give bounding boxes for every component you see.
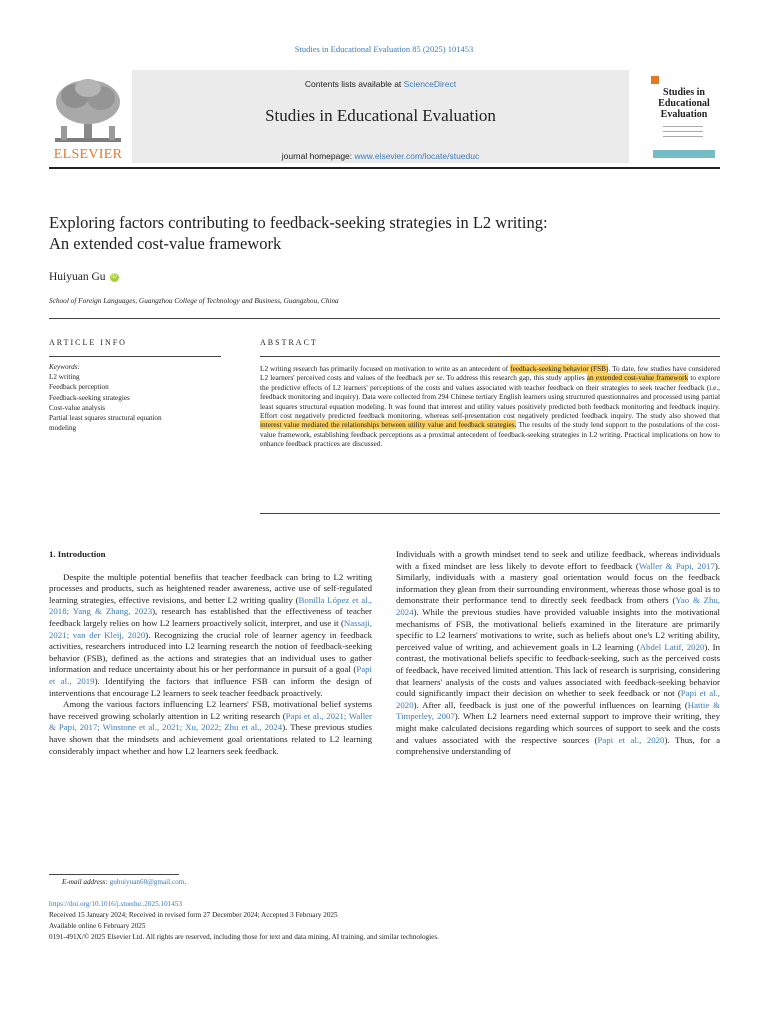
keyword: Cost-value analysis — [49, 403, 106, 412]
body-text: ). Thus, for a comprehensive understanding of — [396, 734, 721, 757]
body-text: ). These previous studies have shown that the mindsets and achievement goal orientations related to L2 learning considerably impact whether and how L2 learners seek feedback. — [49, 722, 372, 756]
citation-link[interactable]: Bonilla López et al., 2018; Yang & Zhang, 2023 — [49, 594, 373, 617]
cover-text-lines — [663, 126, 703, 146]
received-dates: Received 15 January 2024; Received in revised form 27 December 2024; Accepted 3 February 2025 — [49, 911, 338, 919]
email-link[interactable]: guhuiyuan60@gmail.com — [109, 878, 185, 886]
cover-logo-mark — [651, 76, 659, 84]
author-row — [49, 271, 119, 283]
section-rule — [49, 318, 720, 319]
citation-link[interactable]: Abdel Latif, 2020 — [639, 641, 705, 652]
available-online: Available online 6 February 2025 — [49, 922, 146, 930]
body-paragraph — [49, 699, 372, 757]
body-column-left — [49, 549, 372, 757]
journal-name: Studies in Educational Evaluation — [265, 106, 496, 125]
copyright-line: 0191-491X/© 2025 Elsevier Ltd. All rights are reserved, including those for text and data mining, AI training, and similar technologies. — [49, 933, 439, 941]
body-text: Individuals with a growth mindset tend to seek and utilize feedback, whereas individuals with a fixed mindset are less likely to devote effort to feedback ( — [396, 549, 720, 571]
abstract-text-segment: The results of the study lend support to the postulations of the cost-value framework, establishing feedback perceptions as a proximal antecedent of feedback-seeking strategies in L2 writing. Practical implications on how to enhance feedback practices are discussed. — [260, 420, 720, 449]
body-text: ), research has established that the effectiveness of teacher feedback largely relies on how L2 learners proactively solicit, interpret, and use it ( — [49, 606, 372, 628]
contents-line — [132, 79, 629, 89]
citation-link[interactable]: Papi et al., 2020 — [597, 734, 665, 745]
cover-title — [649, 87, 719, 120]
abstract-highlight: interest value mediated the relationships between utility value and feedback strategies. — [260, 420, 517, 430]
abstract-highlight: feedback-seeking behavior (FSB) — [510, 364, 609, 373]
abstract-highlight: an extended cost-value framework — [586, 373, 689, 383]
body-text: ). In contrast, the motivational beliefs specific to feedback-seeking, such as the perceived costs of feedback, have received limited attention. This lack of research is surprising, considering that learners' analysis of the costs and values associated with feedback-seeking behavior could significantly impact their decision on whether to seek feedback or not ( — [396, 641, 720, 699]
citation-link[interactable]: Nassaji, 2021; van der Kleij, 2020 — [49, 617, 372, 640]
body-text: ). After all, feedback is just one of the powerful influences on learning ( — [413, 699, 688, 710]
masthead-band — [132, 70, 629, 163]
footnote-label: E-mail address: — [62, 878, 110, 886]
journal-cover-thumbnail[interactable] — [649, 74, 719, 162]
citation-link[interactable]: Papi et al., 2021; Waller & Papi, 2017; Winstone et al., 2021; Xu, 2022; Zhu et al., 2024 — [49, 710, 372, 733]
section-heading: 1. Introduction — [49, 549, 106, 559]
article-info-rule — [49, 356, 221, 357]
body-text: ). Similarly, individuals with a mastery goal orientation would focus on the feedback information they glean from their surrounding environment, whereas those whose goal is to demonstrate their performance tend to directly seek feedback from others ( — [396, 560, 720, 606]
author-name[interactable]: Huiyuan Gu — [49, 271, 106, 283]
contents-prefix: Contents lists available at — [304, 79, 404, 89]
article-info-heading: ARTICLE INFO — [49, 338, 127, 347]
article-title — [49, 212, 720, 254]
journal-homepage-link[interactable]: www.elsevier.com/locate/stueduc — [354, 151, 480, 161]
citation-link[interactable]: Yao & Zhu, 2024 — [396, 595, 720, 617]
keyword: Feedback perception — [49, 383, 109, 392]
abstract-text-segment: L2 writing research has primarily focused on motivation to write as an antecedent of — [260, 364, 511, 373]
body-text: ). Identifying the factors that influence FSB can inform the design of interventions that encourage L2 learners to seek teacher feedback proactively. — [49, 675, 372, 698]
keyword: L2 writing — [49, 373, 80, 382]
masthead-rule — [49, 167, 720, 169]
body-text: ). When L2 learners need external support to improve their writing, they might make calculated decisions regarding which sources of support to seek and the costs and values associated with the respective sources ( — [396, 711, 720, 745]
citation-link[interactable]: Waller & Papi, 2017 — [638, 560, 715, 571]
elsevier-tree-icon — [51, 76, 125, 144]
body-column-right — [396, 549, 720, 758]
body-text: Despite the multiple potential benefits that teacher feedback can bring to L2 writing processes and products, such as heightened reader awareness, active use of self-regulated learning strategies, effective revisions, and better L2 writing quality ( — [49, 571, 372, 605]
abstract-text-segment: to explore the predictive effects of L2 learners' perceptions of the costs and values associated with teacher feedback on their strategies to seek teacher feedback (i.e., feedback monitoring and inquiry). Data were collected from 294 Chinese tertiary English learners using structured questionnaires and processed using partial least squares structural equation modeling. It was found that interest and utility values positively predicted both feedback monitoring and feedback inquiry. Effort cost negatively predicted feedback monitoring, whereas self-presentation cost negatively predicted feedback inquiry. The study also showed that — [260, 373, 720, 421]
cover-title-line: Educational — [658, 98, 710, 109]
orcid-icon[interactable]: iD — [111, 273, 117, 280]
cover-title-line: Studies in — [663, 87, 705, 98]
journal-reference-header[interactable]: Studies in Educational Evaluation 85 (2025) 101453 — [294, 44, 474, 54]
body-paragraph — [396, 549, 720, 758]
homepage-prefix: journal homepage: — [281, 151, 355, 161]
sciencedirect-link[interactable]: ScienceDirect — [403, 79, 457, 89]
abstract-heading: ABSTRACT — [260, 338, 318, 347]
keyword: Feedback-seeking strategies — [49, 393, 130, 402]
doi-link[interactable]: https://doi.org/10.1016/j.stueduc.2025.101453 — [49, 900, 183, 908]
keyword: Partial least squares structural equation — [49, 414, 162, 423]
keyword: modeling — [49, 424, 77, 433]
body-text: ). Recognizing the crucial role of learner agency in feedback activities, researchers introduced into L2 learning research the notion of feedback-seeking behavior (FSB), defined as the actions and strategies that an individual uses to gather information and reduce uncertainty about his or her performance in pursuit of a goal ( — [49, 629, 372, 675]
journal-masthead — [49, 70, 629, 163]
abstract-text — [260, 364, 720, 449]
title-line: An extended cost-value framework — [49, 234, 282, 253]
keywords-list — [49, 362, 224, 433]
publisher-logo[interactable] — [49, 76, 127, 162]
keywords-label: Keywords: — [49, 363, 80, 371]
abstract-text-segment: . To address this research gap, this study applies — [442, 373, 587, 383]
cover-title-line: Evaluation — [660, 109, 708, 120]
body-paragraph — [49, 572, 372, 700]
title-line: Exploring factors contributing to feedback-seeking strategies in L2 writing: — [49, 213, 548, 232]
author-affiliation: School of Foreign Languages, Guangzhou College of Technology and Business, Guangzhou, China — [49, 296, 339, 305]
abstract-bottom-rule — [260, 513, 720, 514]
elsevier-wordmark: ELSEVIER — [53, 147, 123, 162]
citation-link[interactable]: Papi et al., 2020 — [396, 688, 720, 710]
body-text: ). While the previous studies have provided valuable insights into the motivational mechanisms of FSB, the motivational beliefs examined in the literature are primarily specific to L2 learners' motivations to write, such as beliefs about one's L2 writing ability, perceived value of writing, and achievement goals in L2 learning ( — [396, 606, 720, 652]
footnote-suffix: . — [184, 878, 187, 886]
footnote — [62, 878, 186, 886]
cover-stripe — [653, 150, 715, 158]
footnote-rule — [49, 874, 179, 875]
citation-link[interactable]: Papi et al., 2019 — [49, 664, 372, 686]
abstract-rule — [260, 356, 720, 357]
homepage-line — [132, 151, 629, 161]
publication-info — [49, 899, 439, 943]
citation-link[interactable]: Hattie & Timperley, 2007 — [396, 699, 720, 722]
abstract-text-segment: . To date, few studies have considered L2 learners' perceived costs and values of the feedback — [260, 364, 721, 383]
body-text: Among the various factors influencing L2 learners' FSB, motivational belief systems have received growing scholarly attention in L2 writing research ( — [49, 699, 372, 721]
abstract-italic-segment: per se — [424, 373, 443, 383]
